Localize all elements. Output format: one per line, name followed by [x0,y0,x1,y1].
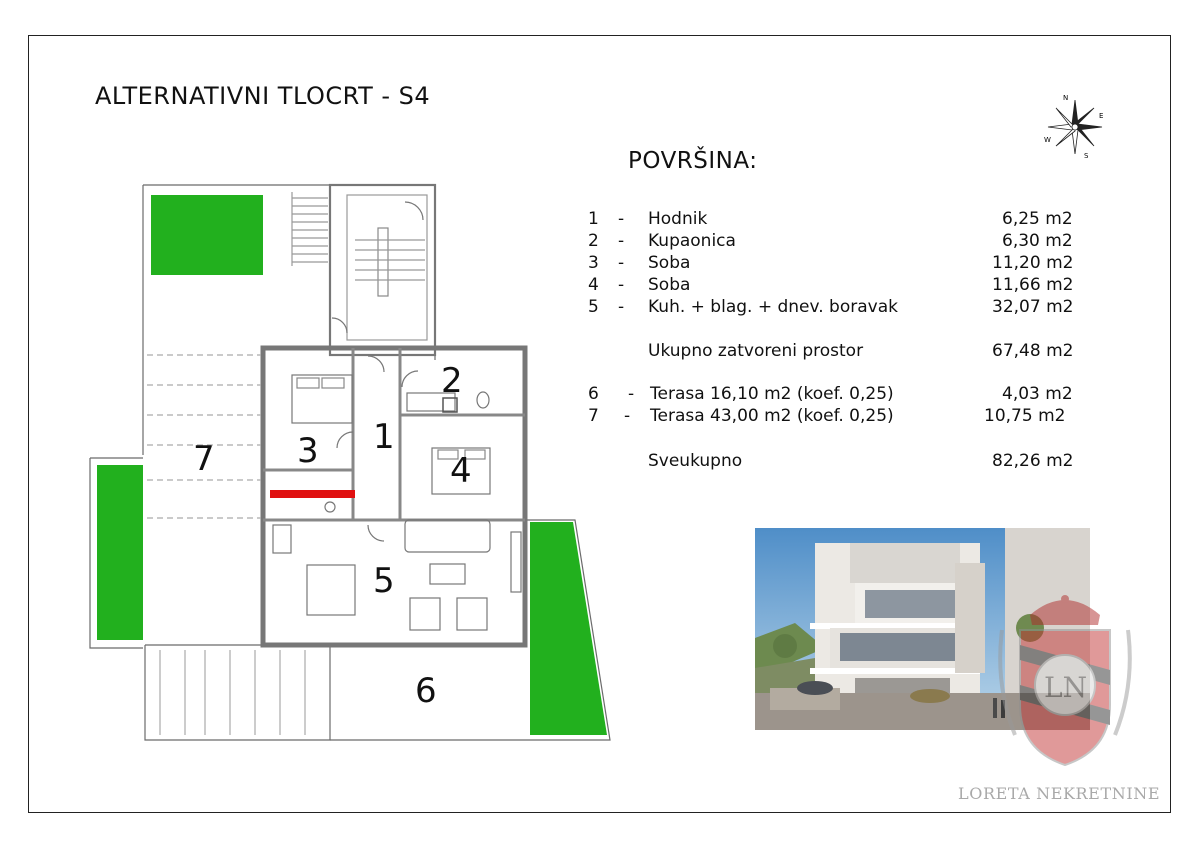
row-label: Soba [648,253,691,273]
row-label: Soba [648,275,691,295]
row-label: Kupaonica [648,231,736,251]
floor-plan [85,180,625,745]
room-label-5: 5 [373,561,395,601]
row-dash: - [618,297,625,317]
row-number: 2 [588,231,599,251]
row-number: 5 [588,297,599,317]
row-number: 7 [588,406,599,426]
row-value: 11,20 m2 [992,253,1074,273]
room-label-7: 7 [193,439,215,479]
compass-w: W [1044,136,1051,144]
total-value: 82,26 m2 [992,451,1074,471]
green-area [97,465,143,640]
row-number: 4 [588,275,599,295]
room-label-2: 2 [441,361,463,401]
row-number: 1 [588,209,599,229]
row-number: 6 [588,384,599,404]
watermark-crest-icon [990,585,1140,780]
row-dash: - [624,406,631,426]
row-dash: - [628,384,635,404]
compass-n: N [1063,94,1069,102]
row-value: 32,07 m2 [992,297,1074,317]
room-label-4: 4 [450,451,472,491]
room-label-3: 3 [297,431,319,471]
watermark-text: LORETA NEKRETNINE [958,784,1161,803]
row-number: 3 [588,253,599,273]
row-dash: - [618,253,625,273]
watermark-monogram: LN [1044,671,1088,704]
total-label: Sveukupno [648,451,743,471]
row-label: Terasa 43,00 m2 (koef. 0,25) [650,406,894,426]
row-dash: - [618,231,625,251]
compass-s: S [1084,152,1089,160]
compass-rose-icon [1040,92,1110,162]
row-label: Kuh. + blag. + dnev. boravak [648,297,898,317]
room-label-1: 1 [373,417,395,457]
row-value: 11,66 m2 [992,275,1074,295]
green-area [530,522,607,735]
plan-title: ALTERNATIVNI TLOCRT - S4 [95,82,431,110]
green-area [151,195,263,275]
row-dash: - [618,275,625,295]
row-value: 4,03 m2 [1002,384,1073,404]
row-value: 10,75 m2 [984,406,1066,426]
row-dash: - [618,209,625,229]
row-label: Hodnik [648,209,708,229]
subtotal-value: 67,48 m2 [992,341,1074,361]
row-label: Terasa 16,10 m2 (koef. 0,25) [650,384,894,404]
wardrobe-marker [270,490,355,498]
area-heading: POVRŠINA: [628,148,758,174]
room-label-6: 6 [415,671,437,711]
subtotal-label: Ukupno zatvoreni prostor [648,341,864,361]
row-value: 6,25 m2 [1002,209,1073,229]
compass-e: E [1099,112,1104,120]
row-value: 6,30 m2 [1002,231,1073,251]
